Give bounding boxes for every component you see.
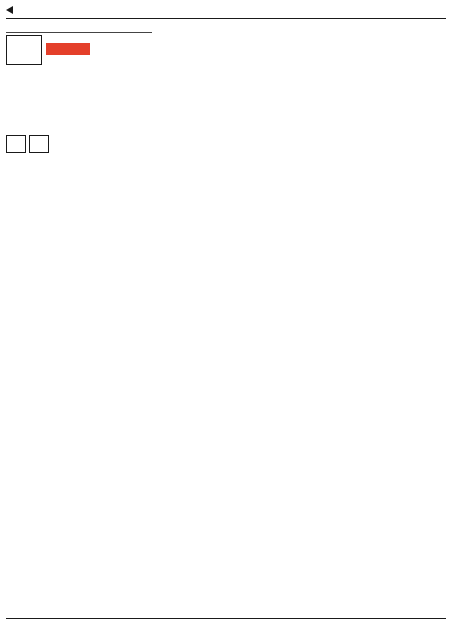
rohs-badge-icon	[6, 135, 26, 153]
header-rule	[6, 18, 446, 19]
page-footer	[0, 618, 452, 640]
column-header	[6, 22, 152, 33]
badges	[6, 135, 49, 153]
product-number-box	[6, 35, 42, 65]
reach-badge-icon	[29, 135, 49, 153]
price-column-1	[6, 22, 152, 33]
back-arrow-icon[interactable]	[6, 6, 13, 14]
product-info	[6, 35, 144, 267]
page-header	[0, 0, 452, 20]
footer-rule	[6, 618, 446, 619]
reference-links	[6, 99, 146, 110]
material-tag	[46, 43, 90, 55]
